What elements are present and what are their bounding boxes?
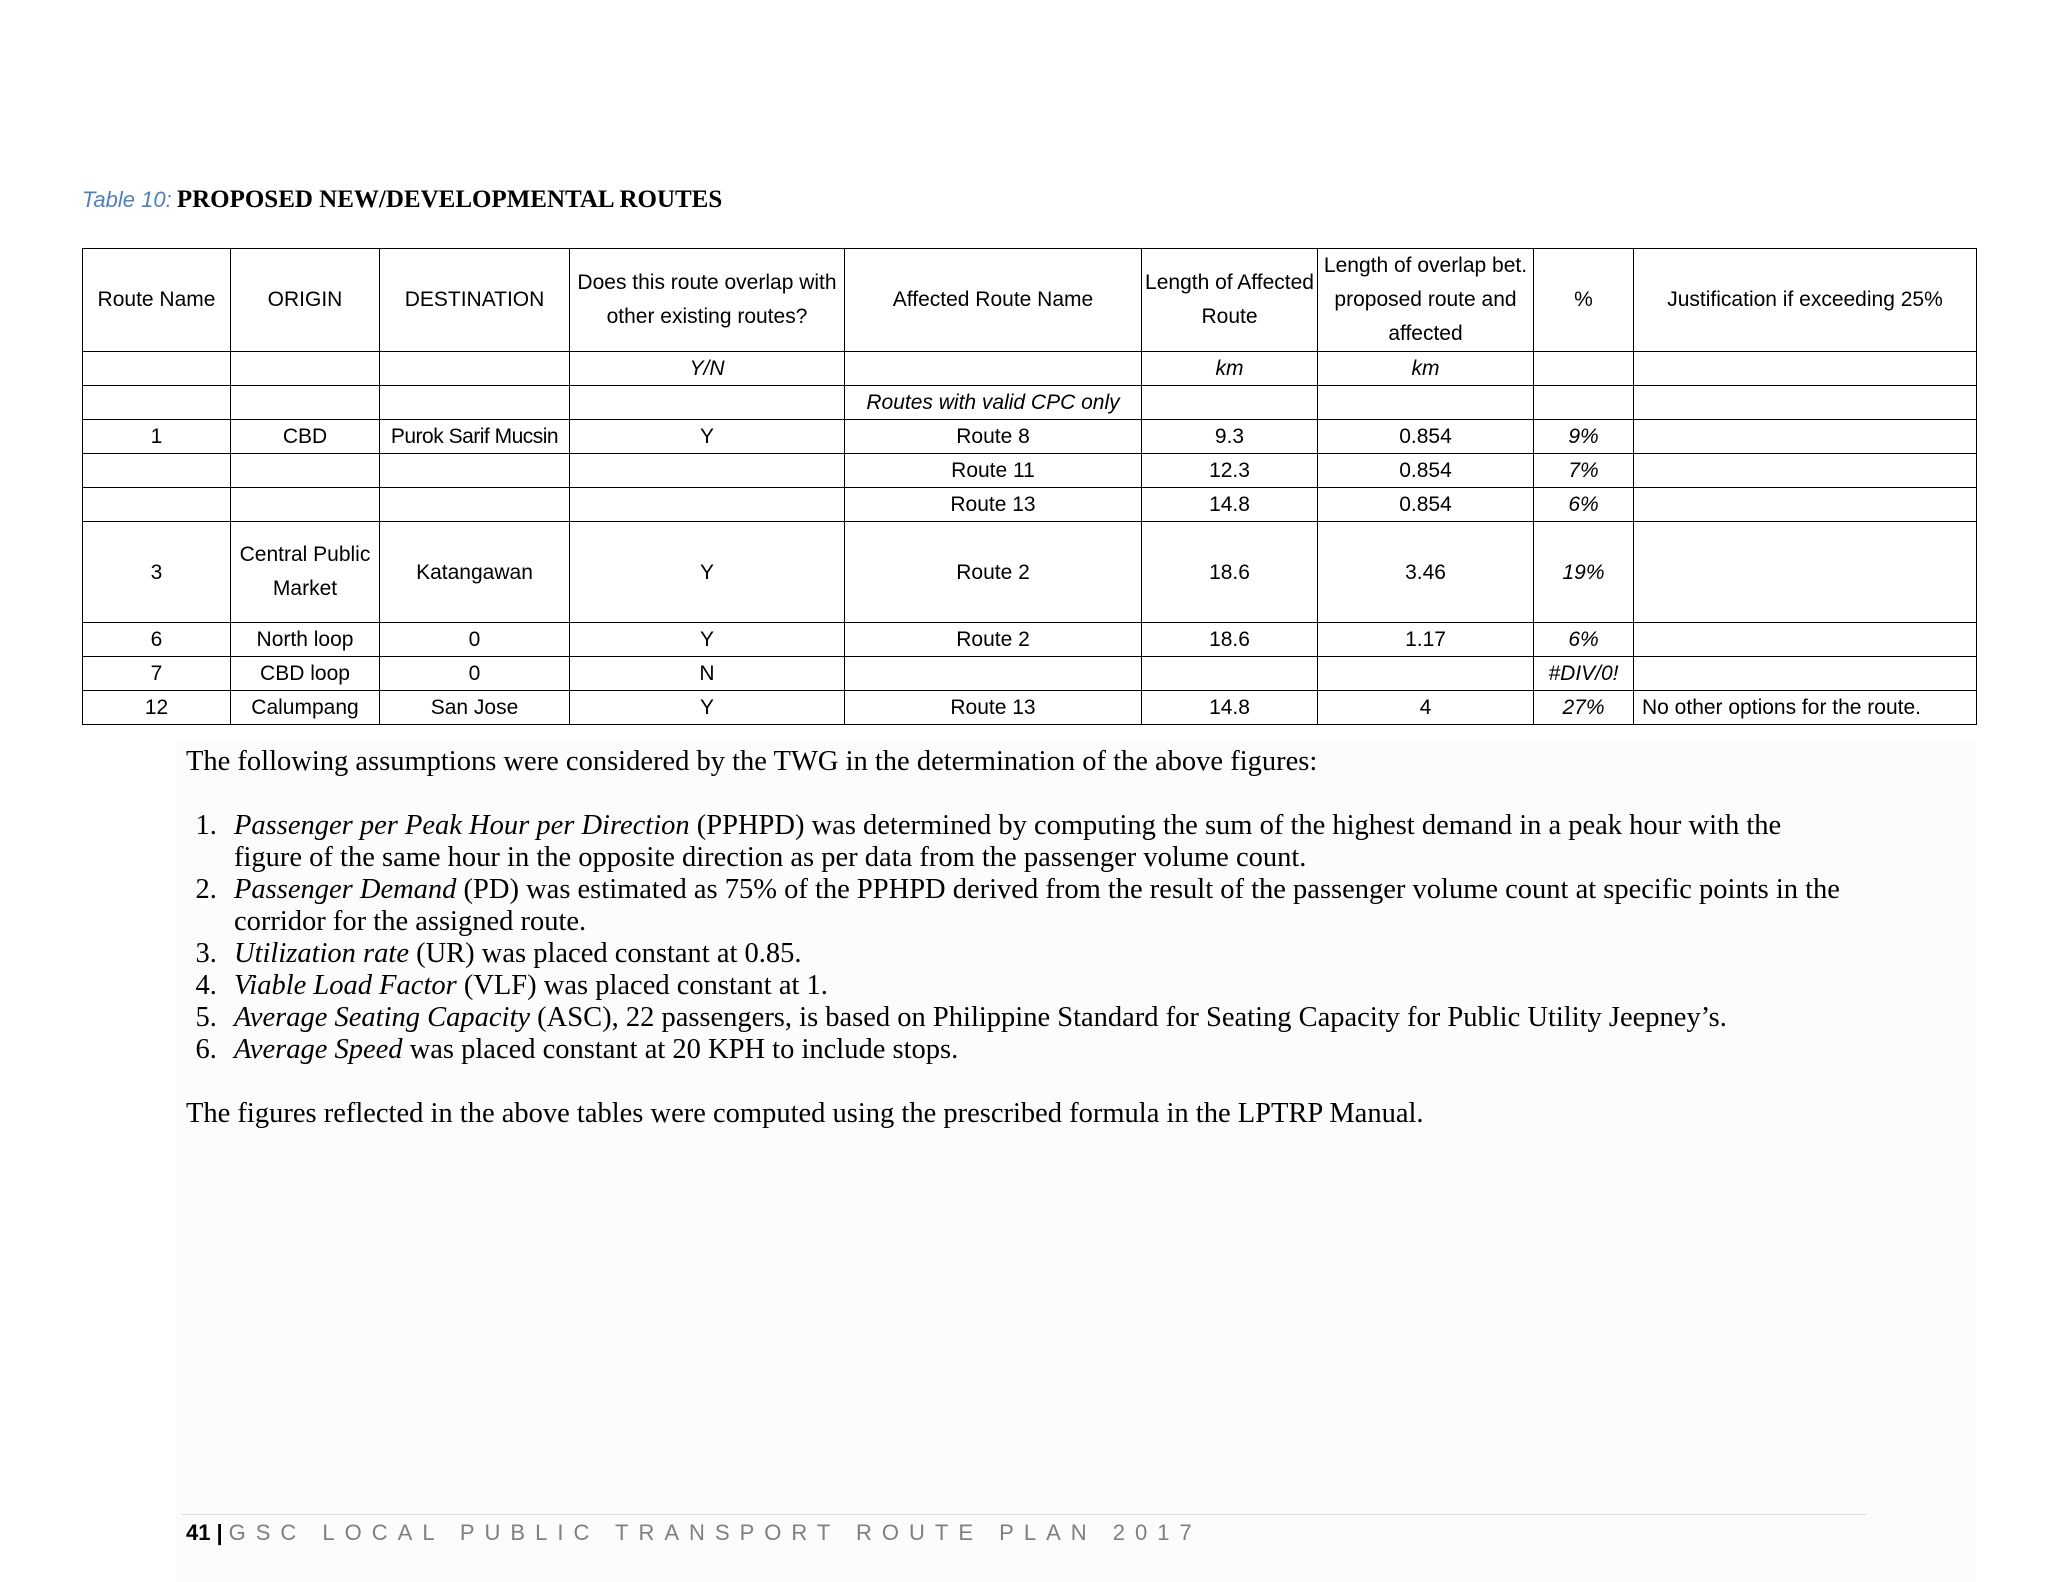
table-cell [845, 657, 1142, 691]
table-cell: 0.854 [1318, 454, 1534, 488]
table-cell: Route 13 [845, 691, 1142, 725]
table-cell: 14.8 [1142, 488, 1318, 522]
table-cell: Katangawan [380, 522, 570, 623]
assumption-term: Average Seating Capacity [234, 1002, 531, 1033]
assumption-text: (UR) was placed constant at 0.85. [408, 938, 802, 969]
table-cell: 18.6 [1142, 522, 1318, 623]
note-row [83, 386, 1977, 420]
table-row [83, 488, 1977, 522]
table-cell [1634, 623, 1977, 657]
table-cell: 6 [83, 623, 231, 657]
page-footer [186, 1520, 1202, 1546]
table-cell: 9% [1534, 420, 1634, 454]
table-cell: 3 [83, 522, 231, 623]
table-cell [83, 488, 231, 522]
table-cell [83, 386, 231, 420]
assumption-term: Passenger Demand [234, 874, 457, 905]
table-row [83, 454, 1977, 488]
header-overlap: Does this route overlap with other existing routes? [570, 249, 845, 352]
table-cell: 4 [1318, 691, 1534, 725]
table-cell [570, 488, 845, 522]
footer-document-title: GSC LOCAL PUBLIC TRANSPORT ROUTE PLAN 2017 [228, 1520, 1202, 1545]
table-cell [570, 454, 845, 488]
table-cell [231, 352, 380, 386]
table-cell: Y [570, 623, 845, 657]
table-cell: 12.3 [1142, 454, 1318, 488]
table-cell-error: #DIV/0! [1534, 657, 1634, 691]
table-row [83, 420, 1977, 454]
list-item [224, 1002, 1846, 1034]
assumption-text: was placed constant at 20 KPH to include stops. [402, 1034, 959, 1065]
assumptions-section [186, 746, 1846, 1130]
table-cell [231, 454, 380, 488]
table-cell: Route 2 [845, 623, 1142, 657]
header-justification: Justification if exceeding 25% [1634, 249, 1977, 352]
table-cell [1634, 657, 1977, 691]
header-destination: DESTINATION [380, 249, 570, 352]
table-cell [231, 488, 380, 522]
table-caption [82, 186, 722, 214]
header-length-overlap: Length of overlap bet. proposed route and affected [1318, 249, 1534, 352]
header-origin: ORIGIN [231, 249, 380, 352]
table-cell [1634, 488, 1977, 522]
table-cell [1142, 386, 1318, 420]
assumptions-intro: The following assumptions were considered by the TWG in the determination of the above figures: [186, 746, 1318, 777]
table-cell [83, 352, 231, 386]
table-cell: 6% [1534, 623, 1634, 657]
table-cell: San Jose [380, 691, 570, 725]
table-cell [83, 454, 231, 488]
list-item [224, 874, 1846, 938]
table-cell: 0.854 [1318, 488, 1534, 522]
list-item [224, 938, 1846, 970]
table-cell: Central Public Market [231, 522, 380, 623]
table-cell: 27% [1534, 691, 1634, 725]
page-number: 41 [186, 1520, 211, 1545]
table-row [83, 657, 1977, 691]
table-cell [1534, 352, 1634, 386]
table-cell: No other options for the route. [1634, 691, 1977, 725]
table-cell: CBD [231, 420, 380, 454]
table-row [83, 522, 1977, 623]
table-cell [1634, 420, 1977, 454]
table-cell: Routes with valid CPC only [845, 386, 1142, 420]
list-item [224, 1034, 1846, 1066]
table-cell [845, 352, 1142, 386]
table-cell: 1.17 [1318, 623, 1534, 657]
assumption-term: Utilization rate [234, 938, 409, 969]
table-cell [1634, 386, 1977, 420]
table-cell: Route 13 [845, 488, 1142, 522]
assumption-text: (ASC), 22 passengers, is based on Philippine Standard for Seating Capacity for Public Utility Jeepney’s. [530, 1002, 1727, 1033]
table-cell [1634, 454, 1977, 488]
table-cell: 1 [83, 420, 231, 454]
assumption-term: Passenger per Peak Hour per Direction [234, 810, 690, 841]
table-cell: 6% [1534, 488, 1634, 522]
table-cell [380, 386, 570, 420]
table-cell: North loop [231, 623, 380, 657]
header-length-affected: Length of Affected Route [1142, 249, 1318, 352]
assumption-term: Viable Load Factor [234, 970, 457, 1001]
table-cell: 0 [380, 623, 570, 657]
routes-table [82, 248, 1977, 725]
units-row [83, 352, 1977, 386]
table-cell [570, 386, 845, 420]
table-cell: CBD loop [231, 657, 380, 691]
table-row [83, 623, 1977, 657]
table-cell: 9.3 [1142, 420, 1318, 454]
table-cell: Calumpang [231, 691, 380, 725]
table-cell: 18.6 [1142, 623, 1318, 657]
table-cell [1318, 386, 1534, 420]
table-cell: km [1318, 352, 1534, 386]
table-cell: 12 [83, 691, 231, 725]
list-item [224, 970, 1846, 1002]
header-affected-route-name: Affected Route Name [845, 249, 1142, 352]
table-cell: 14.8 [1142, 691, 1318, 725]
table-cell: Y [570, 522, 845, 623]
table-cell [231, 386, 380, 420]
table-cell: 0.854 [1318, 420, 1534, 454]
table-cell: N [570, 657, 845, 691]
table-cell [380, 352, 570, 386]
header-row [83, 249, 1977, 352]
table-cell: Y [570, 420, 845, 454]
table-cell: 7% [1534, 454, 1634, 488]
assumption-term: Average Speed [234, 1034, 403, 1065]
assumption-text: (PD) was estimated as 75% of the PPHPD derived from the result of the passenger volume count at specific points in the corridor for the assigned route. [234, 874, 1840, 937]
assumption-text: (VLF) was placed constant at 1. [456, 970, 828, 1001]
footer-separator: | [216, 1520, 223, 1545]
header-route-name: Route Name [83, 249, 231, 352]
header-percent: % [1534, 249, 1634, 352]
table-cell: Route 11 [845, 454, 1142, 488]
table-caption-title: PROPOSED NEW/DEVELOPMENTAL ROUTES [176, 186, 723, 213]
table-caption-label: Table 10: [82, 187, 172, 212]
table-cell: Y/N [570, 352, 845, 386]
list-item [224, 810, 1846, 874]
assumptions-closing: The figures reflected in the above tables were computed using the prescribed formula in the LPTRP Manual. [186, 1098, 1424, 1129]
table-cell [380, 488, 570, 522]
footer-divider [182, 1514, 1866, 1515]
table-cell: 7 [83, 657, 231, 691]
table-cell [1534, 386, 1634, 420]
table-cell [1634, 522, 1977, 623]
table-cell [1142, 657, 1318, 691]
routes-table-body [83, 249, 1977, 725]
table-row [83, 691, 1977, 725]
table-cell: 3.46 [1318, 522, 1534, 623]
table-cell: km [1142, 352, 1318, 386]
table-cell: 0 [380, 657, 570, 691]
assumptions-list [186, 810, 1846, 1066]
table-cell: Y [570, 691, 845, 725]
assumption-text: (PPHPD) was determined by computing the sum of the highest demand in a peak hour with the figure of the same hour in the opposite direction as per data from the passenger volume count. [234, 810, 1782, 873]
table-cell: 19% [1534, 522, 1634, 623]
table-cell [1634, 352, 1977, 386]
table-cell [380, 454, 570, 488]
table-cell: Route 8 [845, 420, 1142, 454]
table-cell [1318, 657, 1534, 691]
table-cell: Purok Sarif Mucsin [380, 420, 570, 454]
table-cell: Route 2 [845, 522, 1142, 623]
